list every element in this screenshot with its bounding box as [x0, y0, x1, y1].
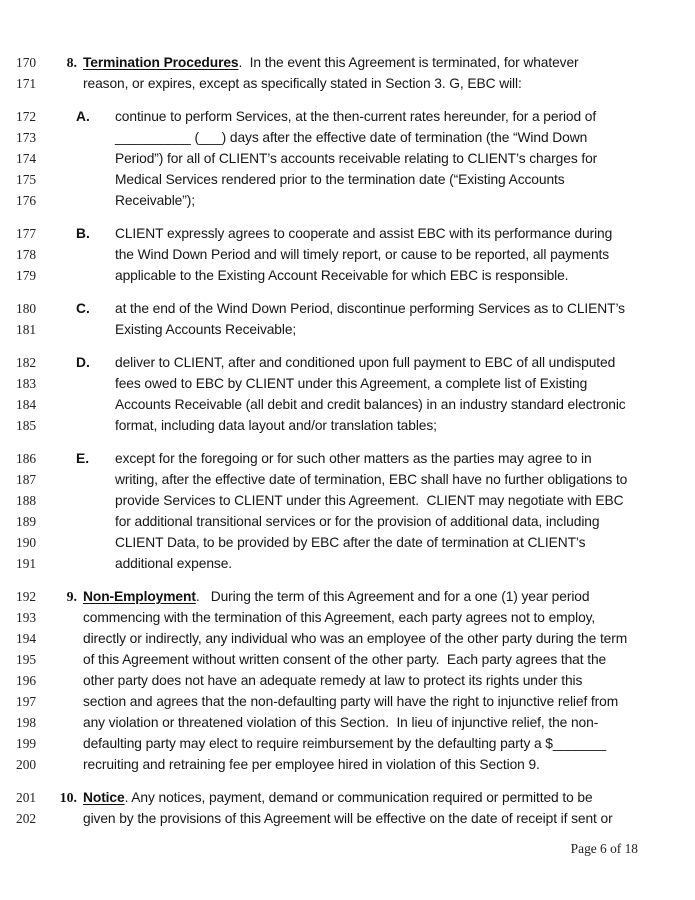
line-number: 182: [16, 355, 37, 370]
line-text: other party does not have an adequate remedy at law to protect its rights under this: [83, 673, 583, 688]
document-line: [0, 352, 695, 373]
item-letter: C.: [76, 301, 90, 316]
line-text: writing, after the effective date of termination, EBC shall have no further obligations to: [115, 472, 628, 487]
line-text: Accounts Receivable (all debit and credit balances) in an industry standard electronic: [115, 397, 626, 412]
line-number: 176: [16, 193, 37, 208]
document-line: [0, 511, 695, 532]
item-letter: E.: [76, 451, 90, 466]
line-text: except for the foregoing or for such other matters as the parties may agree to in: [115, 451, 592, 466]
document-line: [0, 127, 695, 148]
section-heading: Termination Procedures: [83, 55, 239, 70]
document-line: [0, 712, 695, 733]
document-line: [0, 733, 695, 754]
document-line: [0, 670, 695, 691]
line-number: 177: [16, 226, 37, 241]
section-heading: Notice: [83, 790, 125, 805]
line-number: 198: [16, 715, 37, 730]
document-line: [0, 265, 695, 286]
line-text: of this Agreement without written consent of the other party. Each party agrees that the: [83, 652, 607, 667]
document-line: [0, 469, 695, 490]
line-text: Termination Procedures. In the event this Agreement is terminated, for whatever: [83, 55, 579, 70]
document-line: [0, 394, 695, 415]
document-line: [0, 148, 695, 169]
document-line: [0, 649, 695, 670]
line-text: format, including data layout and/or translation tables;: [115, 418, 437, 433]
line-text: Existing Accounts Receivable;: [115, 322, 297, 337]
line-number: 180: [16, 301, 37, 316]
line-text: the Wind Down Period and will timely report, or cause to be reported, all payments: [115, 247, 610, 262]
line-number: 190: [16, 535, 37, 550]
document-line: [0, 448, 695, 469]
line-number: 199: [16, 736, 37, 751]
line-text: reason, or expires, except as specifically stated in Section 3. G, EBC will:: [83, 76, 522, 91]
section-heading: Non-Employment: [83, 589, 196, 604]
line-text: any violation or threatened violation of this Section. In lieu of injunctive relief, the non-: [83, 715, 599, 730]
line-number: 174: [16, 151, 37, 166]
line-text: defaulting party may elect to require reimbursement by the defaulting party a $_______: [83, 736, 606, 751]
document-line: [0, 691, 695, 712]
section-number: 8.: [66, 55, 77, 70]
line-text: CLIENT expressly agrees to cooperate and assist EBC with its performance during: [115, 226, 613, 241]
line-text: Notice. Any notices, payment, demand or communication required or permitted to be: [83, 790, 593, 805]
document-line: [0, 373, 695, 394]
section-number: 10.: [59, 790, 77, 805]
line-number: 183: [16, 376, 37, 391]
line-number: 192: [16, 589, 37, 604]
line-number: 201: [16, 790, 37, 805]
document-line: [0, 415, 695, 436]
line-text: __________ (___) days after the effective date of termination (the “Wind Down: [115, 130, 588, 145]
document-line: [0, 223, 695, 244]
line-text: applicable to the Existing Account Receivable for which EBC is responsible.: [115, 268, 569, 283]
line-text: continue to perform Services, at the then-current rates hereunder, for a period of: [115, 109, 597, 124]
line-number: 189: [16, 514, 37, 529]
document-line: [0, 553, 695, 574]
line-text: deliver to CLIENT, after and conditioned upon full payment to EBC of all undisputed: [115, 355, 616, 370]
document-line: [0, 532, 695, 553]
line-number: 171: [16, 76, 37, 91]
line-number: 195: [16, 652, 37, 667]
line-number: 185: [16, 418, 37, 433]
line-number: 187: [16, 472, 37, 487]
document-line: [0, 586, 695, 607]
document-line: [0, 298, 695, 319]
item-letter: D.: [76, 355, 90, 370]
line-text: provide Services to CLIENT under this Agreement. CLIENT may negotiate with EBC: [115, 493, 624, 508]
line-number: 193: [16, 610, 37, 625]
line-text: commencing with the termination of this Agreement, each party agrees not to employ,: [83, 610, 596, 625]
line-text: fees owed to EBC by CLIENT under this Agreement, a complete list of Existing: [115, 376, 588, 391]
line-number: 170: [16, 55, 37, 70]
document-line: [0, 73, 695, 94]
line-text: recruiting and retraining fee per employee hired in violation of this Section 9.: [83, 757, 540, 772]
line-number: 186: [16, 451, 37, 466]
line-number: 181: [16, 322, 37, 337]
line-number: 197: [16, 694, 37, 709]
line-text: section and agrees that the non-defaulting party will have the right to injunctive relief from: [83, 694, 619, 709]
line-number: 191: [16, 556, 37, 571]
document-line: [0, 106, 695, 127]
line-number: 194: [16, 631, 37, 646]
item-letter: A.: [76, 109, 90, 124]
document-line: [0, 169, 695, 190]
document-line: [0, 787, 695, 808]
line-text: directly or indirectly, any individual who was an employee of the other party during the term: [83, 631, 628, 646]
line-text: CLIENT Data, to be provided by EBC after the date of termination at CLIENT’s: [115, 535, 586, 550]
document-line: [0, 808, 695, 829]
section-number: 9.: [66, 589, 77, 604]
document-line: [0, 190, 695, 211]
line-number: 200: [16, 757, 37, 772]
line-number: 173: [16, 130, 37, 145]
line-text: for additional transitional services or for the provision of additional data, including: [115, 514, 600, 529]
line-number: 179: [16, 268, 37, 283]
line-text: at the end of the Wind Down Period, discontinue performing Services as to CLIENT’s: [115, 301, 625, 316]
line-number: 202: [16, 811, 37, 826]
line-number: 184: [16, 397, 37, 412]
line-text: Period”) for all of CLIENT’s accounts receivable relating to CLIENT’s charges for: [115, 151, 598, 166]
line-number: 175: [16, 172, 37, 187]
document-line: [0, 244, 695, 265]
document-line: [0, 607, 695, 628]
line-number: 172: [16, 109, 37, 124]
line-text: Medical Services rendered prior to the termination date (“Existing Accounts: [115, 172, 565, 187]
item-letter: B.: [76, 226, 90, 241]
document-line: [0, 754, 695, 775]
document-line: [0, 628, 695, 649]
line-text: additional expense.: [115, 556, 232, 571]
page-footer: Page 6 of 18: [570, 841, 638, 856]
line-text: Receivable”);: [115, 193, 195, 208]
line-number: 196: [16, 673, 37, 688]
line-number: 188: [16, 493, 37, 508]
document-line: [0, 319, 695, 340]
line-number: 178: [16, 247, 37, 262]
document-line: [0, 490, 695, 511]
line-text: given by the provisions of this Agreement will be effective on the date of receipt if sent or: [83, 811, 613, 826]
document-line: [0, 52, 695, 73]
line-text: Non-Employment. During the term of this Agreement and for a one (1) year period: [83, 589, 590, 604]
